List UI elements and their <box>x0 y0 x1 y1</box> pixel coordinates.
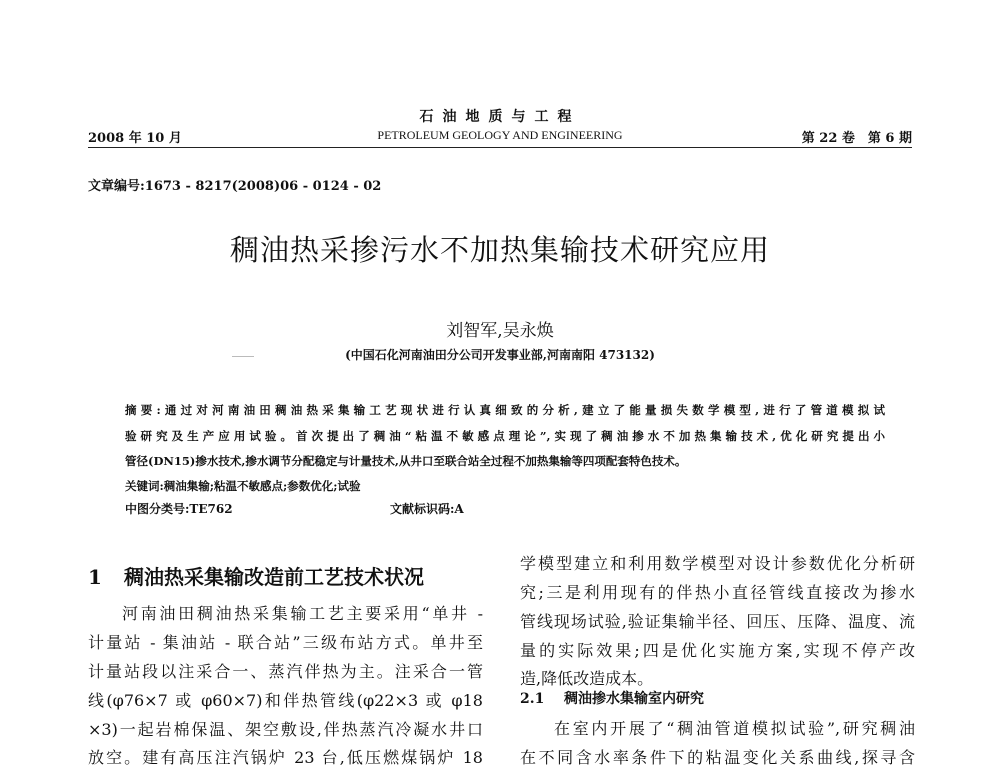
body-line: 造,降低改造成本。 <box>520 669 654 688</box>
body-line: 河南油田稠油热采集输工艺主要采用“单井 - <box>122 604 483 623</box>
section-number: 1 <box>88 565 102 589</box>
classification-number: 中图分类号:TE762 <box>125 502 233 516</box>
body-line: 究;三是利用现有的伴热小直径管线直接改为掺水 <box>520 583 915 602</box>
abstract-line: 验研究及生产应用试验。首次提出了稠油“粘温不敏感点理论”,实现了稠油掺水不加热集输技术,优化研究提出小 <box>125 429 885 443</box>
subsection-heading <box>520 688 704 708</box>
body-line: 学模型建立和利用数学模型对设计参数优化分析研 <box>520 554 915 573</box>
document-id: 文献标识码:A <box>390 502 464 516</box>
header-rule <box>88 147 912 148</box>
body-line: 在室内开展了“稠油管道模拟试验”,研究稠油 <box>554 719 915 738</box>
body-line: ×3)一起岩棉保温、架空敷设,伴热蒸汽冷凝水井口 <box>88 720 483 739</box>
body-line: 放空。建有高压注汽锅炉 23 台,低压燃煤锅炉 18 <box>88 748 483 767</box>
volume-issue: 第 22 卷 第 6 期 <box>801 131 912 146</box>
paper-title: 稠油热采掺污水不加热集输技术研究应用 <box>229 233 770 267</box>
section-heading <box>88 561 424 590</box>
body-line: 量的实际效果;四是优化实施方案,实现不停产改 <box>520 641 915 660</box>
affiliation: (中国石化河南油田分公司开发事业部,河南南阳 473132) <box>345 348 655 362</box>
subsection-title: 稠油掺水集输室内研究 <box>564 691 704 707</box>
subsection-number: 2.1 <box>520 691 545 707</box>
section-title: 稠油热采集输改造前工艺技术状况 <box>124 565 424 589</box>
body-line: 管线现场试验,验证集输半径、回压、压降、温度、流 <box>520 612 915 631</box>
body-line: 计量站段以注采合一、蒸汽伴热为主。注采合一管 <box>88 662 483 681</box>
body-line: 计量站 - 集油站 - 联合站”三级布站方式。单井至 <box>88 633 483 652</box>
abstract-line: 管径(DN15)掺水技术,掺水调节分配稳定与计量技术,从井口至联合站全过程不加热集输等四项配套特色技术。 <box>125 454 687 468</box>
abstract-line: 摘要:通过对河南油田稠油热采集输工艺现状进行认真细致的分析,建立了能量损失数学模型,进行了管道模拟试 <box>125 403 885 417</box>
authors: 刘智军,吴永焕 <box>446 321 554 341</box>
keywords: 关键词:稠油集输;粘温不敏感点;参数优化;试验 <box>125 479 361 493</box>
article-number: 文章编号:1673 - 8217(2008)06 - 0124 - 02 <box>88 179 382 194</box>
body-line: 线(φ76×7 或 φ60×7)和伴热管线(φ22×3 或 φ18 <box>88 691 483 710</box>
body-line: 在不同含水率条件下的粘温变化关系曲线,探寻含 <box>520 748 915 767</box>
journal-name-en: PETROLEUM GEOLOGY AND ENGINEERING <box>377 128 623 142</box>
journal-name-cn: 石油地质与工程 <box>419 109 581 125</box>
issue-date: 2008 年 10 月 <box>88 131 182 146</box>
